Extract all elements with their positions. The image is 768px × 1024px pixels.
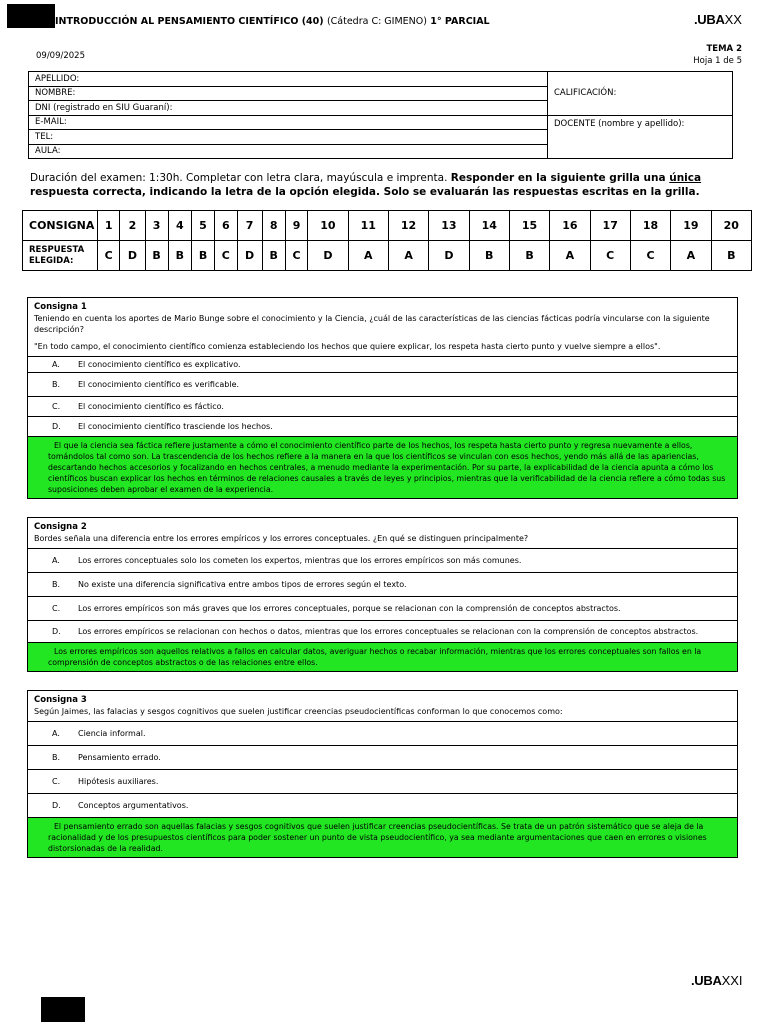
grid-number-20: 20	[711, 211, 751, 241]
option-a: A. Ciencia informal.	[27, 722, 738, 746]
option-b: B. No existe una diferencia significativa entre ambos tipos de errores según el texto.	[27, 573, 738, 597]
question-title: Consigna 2	[34, 522, 87, 532]
grid-number-2: 2	[120, 211, 145, 241]
grid-number-13: 13	[429, 211, 469, 241]
question-1	[27, 297, 738, 499]
grid-number-5: 5	[191, 211, 214, 241]
option-c: C. Los errores empíricos son más graves que los errores conceptuales, porque se relacionan con la comprensión de conceptos abstractos.	[27, 597, 738, 621]
header-title: INTRODUCCIÓN AL PENSAMIENTO CIENTÍFICO (40) (Cátedra C: GIMENO) 1° PARCIAL	[55, 16, 490, 27]
grid-answer-16[interactable]: A	[550, 241, 590, 271]
grid-answer-9[interactable]: C	[285, 241, 307, 271]
grid-answer-18[interactable]: C	[630, 241, 670, 271]
question-title: Consigna 3	[34, 695, 87, 705]
grid-answer-19[interactable]: A	[671, 241, 711, 271]
option-d: D. El conocimiento científico trasciende los hechos.	[27, 417, 738, 437]
option-b: B. El conocimiento científico es verificable.	[27, 373, 738, 397]
option-d: D. Los errores empíricos se relacionan con hechos o datos, mientras que los errores conceptuales se relacionan con la comprensión de conceptos abstractos.	[27, 621, 738, 643]
grid-answer-14[interactable]: B	[469, 241, 509, 271]
grid-number-11: 11	[348, 211, 388, 241]
apellido-field[interactable]: APELLIDO:	[29, 72, 548, 87]
question-text: Teniendo en cuenta los aportes de Mario Bunge sobre el conocimiento y la Ciencia, ¿cuál de las características de las ciencias fácticas podría vincularse con la siguiente descripción?	[34, 314, 710, 334]
grid-answer-4[interactable]: B	[168, 241, 191, 271]
question-title: Consigna 1	[34, 302, 87, 312]
option-c: C. El conocimiento científico es fáctico.	[27, 397, 738, 417]
grid-number-4: 4	[168, 211, 191, 241]
grid-answer-15[interactable]: B	[509, 241, 549, 271]
question-3	[27, 690, 738, 858]
answer-feedback: El que la ciencia sea fáctica refiere justamente a cómo el conocimiento científico parte de los hechos, los respeta hasta cierto punto y regresa nuevamente a ellos, tomándolos tal como son. La trascendencia de los hechos refiere a la manera en la que los científicos se vinculan con esos hechos, yendo más allá de las apariencias, descartando hechos accesorios y focalizando en hechos centrales, a menudo mediante la experimentación. Por su parte, la explicabilidad de la ciencia apunta a cómo los científicos buscan explicar los hechos en términos de relaciones causales a través de leyes y principios, mientras que la verificabilidad de la ciencia refiere a cómo todas sus suposiciones deben aprobar el examen de la experiencia.	[27, 437, 738, 499]
answer-feedback: Los errores empíricos son aquellos relativos a fallos en calcular datos, averiguar hechos o recabar información, mientras que los errores conceptuales son fallos en la comprensión de conceptos abstractos o de las relaciones entre ellos.	[27, 643, 738, 672]
grid-answer-7[interactable]: D	[237, 241, 262, 271]
nombre-field[interactable]: NOMBRE:	[29, 86, 548, 101]
grid-number-3: 3	[145, 211, 168, 241]
grid-answer-20[interactable]: B	[711, 241, 751, 271]
grid-answer-17[interactable]: C	[590, 241, 630, 271]
option-c: C. Hipótesis auxiliares.	[27, 770, 738, 794]
option-d: D. Conceptos argumentativos.	[27, 794, 738, 818]
docente-field[interactable]: DOCENTE (nombre y apellido):	[548, 115, 733, 159]
consigna-label: CONSIGNA	[23, 211, 98, 241]
grid-number-7: 7	[237, 211, 262, 241]
question-text: Según Jaimes, las falacias y sesgos cognitivos que suelen justificar creencias pseudocientíficas conforman lo que conocemos como:	[34, 707, 563, 716]
grid-number-12: 12	[388, 211, 428, 241]
option-b: B. Pensamiento errado.	[27, 746, 738, 770]
calificacion-field[interactable]: CALIFICACIÓN:	[548, 72, 733, 116]
uba-logo-footer: .UBAXXI	[691, 973, 743, 988]
grid-answer-2[interactable]: D	[120, 241, 145, 271]
tel-field[interactable]: TEL:	[29, 130, 548, 145]
dni-field[interactable]: DNI (registrado en SIU Guaraní):	[29, 101, 548, 116]
email-field[interactable]: E-MAIL:	[29, 115, 548, 130]
grid-number-8: 8	[262, 211, 285, 241]
grid-number-17: 17	[590, 211, 630, 241]
grid-answer-8[interactable]: B	[262, 241, 285, 271]
aula-field[interactable]: AULA:	[29, 144, 548, 159]
grid-answer-10[interactable]: D	[308, 241, 348, 271]
grid-number-9: 9	[285, 211, 307, 241]
grid-number-6: 6	[215, 211, 237, 241]
exam-instructions: Duración del examen: 1:30h. Completar con letra clara, mayúscula e imprenta. Responder en la siguiente grilla una única respuesta correcta, indicando la letra de la opción elegida. Solo se evaluarán las respuestas escritas en la grilla.	[30, 172, 702, 198]
tema-label: TEMA 2	[706, 44, 742, 54]
option-a: A. Los errores conceptuales solo los cometen los expertos, mientras que los errores empíricos son más comunes.	[27, 549, 738, 573]
grid-answer-12[interactable]: A	[388, 241, 428, 271]
question-2	[27, 517, 738, 672]
grid-number-18: 18	[630, 211, 670, 241]
grid-number-10: 10	[308, 211, 348, 241]
grid-number-1: 1	[98, 211, 120, 241]
redaction-box-top	[7, 4, 55, 28]
question-quote: "En todo campo, el conocimiento científico comienza estableciendo los hechos que quiere explicar, los respeta hasta cierto punto y vuelve siempre a ellos".	[34, 342, 661, 351]
option-a: A. El conocimiento científico es explicativo.	[27, 357, 738, 373]
redaction-box-bottom	[41, 997, 85, 1022]
grid-answer-5[interactable]: B	[191, 241, 214, 271]
grid-answer-3[interactable]: B	[145, 241, 168, 271]
grid-number-14: 14	[469, 211, 509, 241]
student-info-form	[28, 71, 733, 159]
exam-date: 09/09/2025	[36, 51, 85, 61]
answer-feedback: El pensamiento errado son aquellas falacias y sesgos cognitivos que suelen justificar creencias pseudocientíficas. Se trata de un patrón sistemático que se aleja de la racionalidad y de los presupuestos científicos para poder sostener un punto de vista pseudocientífico, ya sea mediante argumentaciones que caen en errores o visiones distorsionadas de la realidad.	[27, 818, 738, 858]
respuesta-label: RESPUESTA ELEGIDA:	[23, 241, 98, 271]
answer-grid	[22, 210, 752, 271]
question-text: Bordes señala una diferencia entre los errores empíricos y los errores conceptuales. ¿En qué se distinguen principalmente?	[34, 534, 529, 543]
uba-logo: .UBAXX	[694, 12, 742, 27]
grid-answer-6[interactable]: C	[215, 241, 237, 271]
grid-number-15: 15	[509, 211, 549, 241]
page-count: Hoja 1 de 5	[693, 56, 742, 66]
grid-answer-13[interactable]: D	[429, 241, 469, 271]
grid-answer-1[interactable]: C	[98, 241, 120, 271]
grid-number-19: 19	[671, 211, 711, 241]
grid-answer-11[interactable]: A	[348, 241, 388, 271]
grid-number-16: 16	[550, 211, 590, 241]
